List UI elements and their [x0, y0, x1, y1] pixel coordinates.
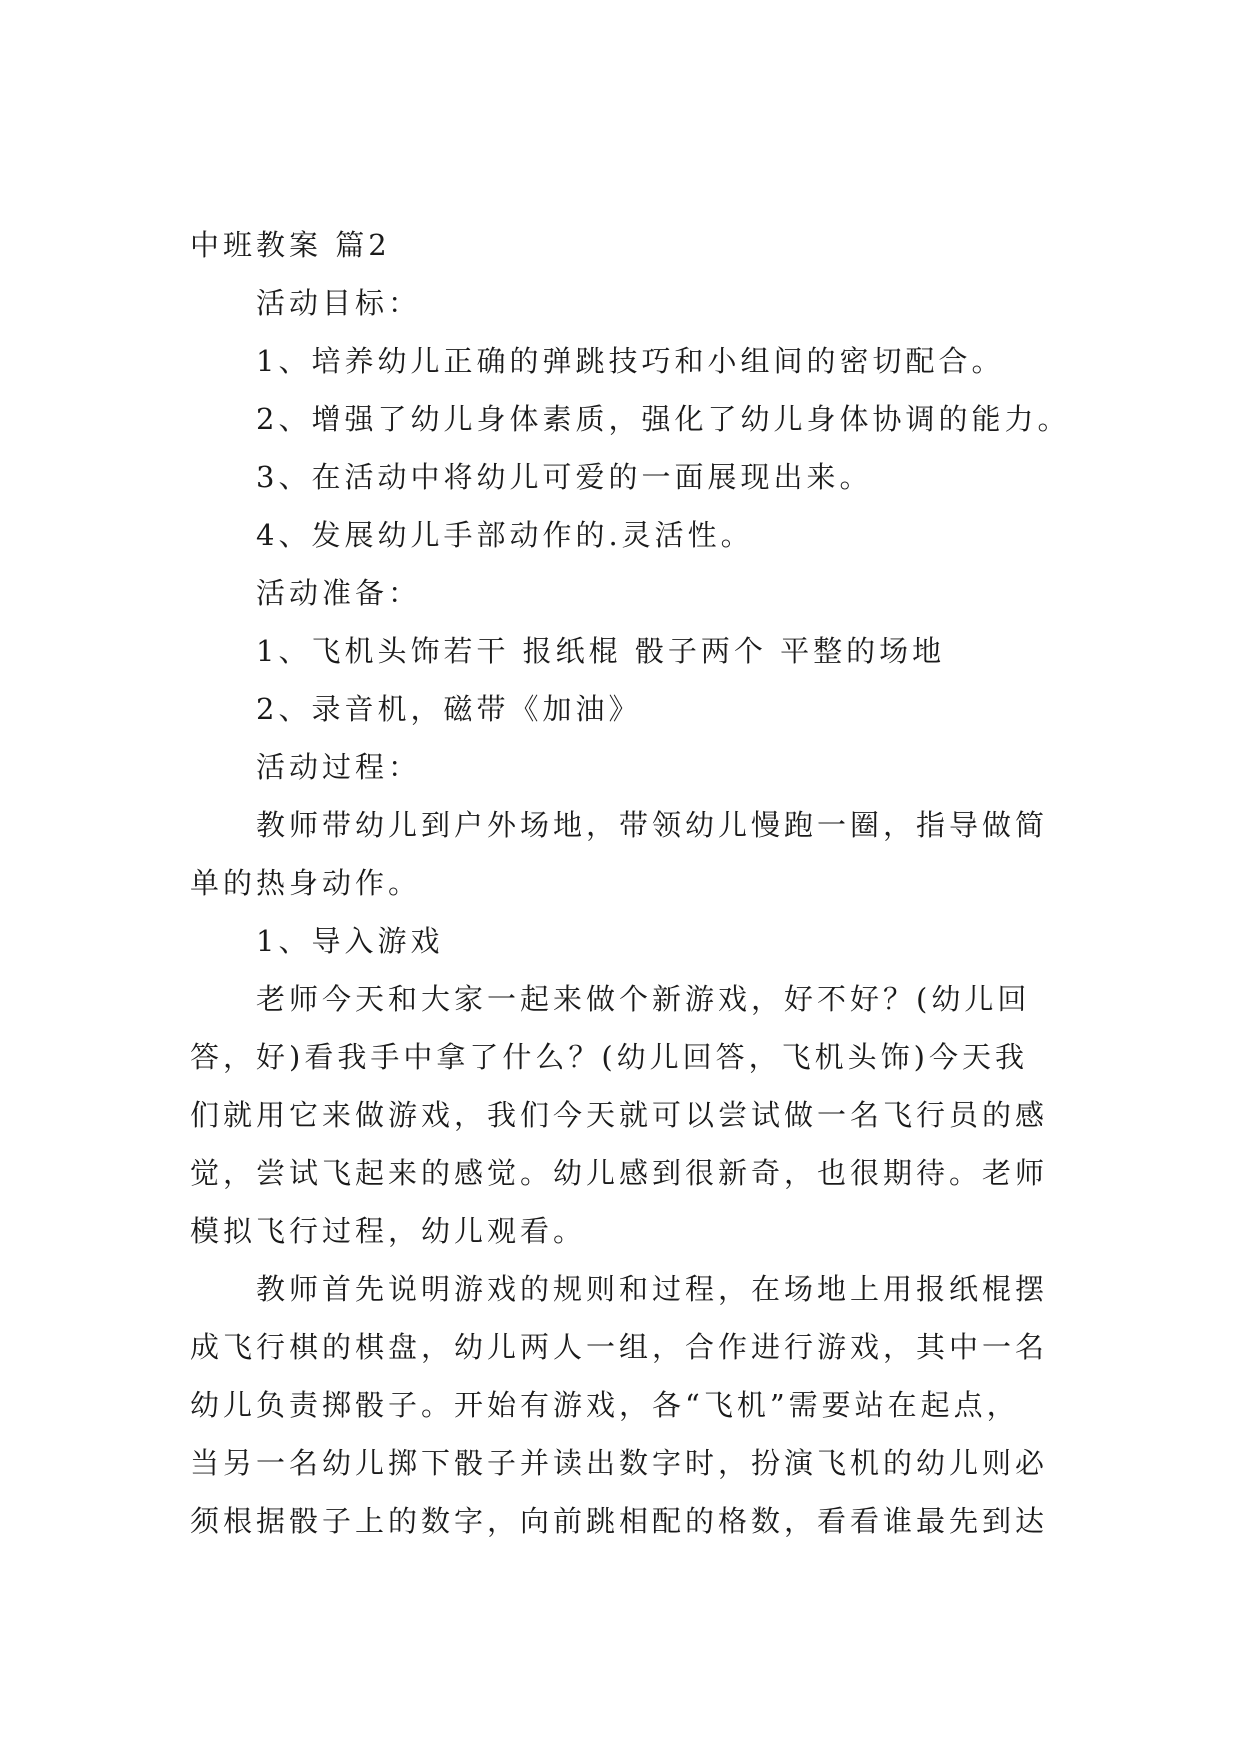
paragraph-line: 活动准备： [256, 576, 422, 610]
paragraph-line: 幼儿负责掷骰子。开始有游戏，各“飞机”需要站在起点， [190, 1388, 1020, 1422]
paragraph-line: 模拟飞行过程，幼儿观看。 [190, 1214, 587, 1248]
paragraph [190, 738, 1070, 796]
paragraph-line: 2、录音机，磁带《加油》 [256, 692, 642, 726]
paragraph-line: 教师带幼儿到户外场地，带领幼儿慢跑一圈，指导做简 [256, 808, 1049, 842]
paragraph-line: 们就用它来做游戏，我们今天就可以尝试做一名飞行员的感 [190, 1098, 1049, 1132]
paragraph [190, 332, 1070, 390]
paragraph-line: 1、导入游戏 [256, 924, 444, 958]
paragraph [190, 970, 1070, 1260]
paragraph [190, 274, 1070, 332]
paragraph [190, 680, 1070, 738]
paragraph [190, 506, 1070, 564]
paragraph [190, 448, 1070, 506]
paragraph-line: 成飞行棋的棋盘，幼儿两人一组，合作进行游戏，其中一名 [190, 1330, 1049, 1364]
paragraph-line: 须根据骰子上的数字，向前跳相配的格数，看看谁最先到达 [190, 1504, 1049, 1538]
paragraph [190, 796, 1070, 912]
paragraph [190, 390, 1070, 448]
paragraph-line: 老师今天和大家一起来做个新游戏，好不好？(幼儿回 [256, 982, 1031, 1016]
paragraph-line: 单的热身动作。 [190, 866, 422, 900]
paragraph-line: 4、发展幼儿手部动作的.灵活性。 [256, 518, 754, 552]
paragraph [190, 564, 1070, 622]
paragraph-line: 答，好)看我手中拿了什么？(幼儿回答，飞机头饰)今天我 [190, 1040, 1028, 1074]
paragraph [190, 622, 1070, 680]
paragraph [190, 912, 1070, 970]
paragraph-line: 活动过程： [256, 750, 422, 784]
paragraph-line: 当另一名幼儿掷下骰子并读出数字时，扮演飞机的幼儿则必 [190, 1446, 1049, 1480]
paragraph-line: 1、飞机头饰若干 报纸棍 骰子两个 平整的场地 [256, 634, 946, 668]
document-title: 中班教案 篇2 [190, 228, 391, 262]
paragraph-line: 1、培养幼儿正确的弹跳技巧和小组间的密切配合。 [256, 344, 1005, 378]
paragraph-list [190, 274, 1070, 1550]
paragraph [190, 1260, 1070, 1550]
paragraph-line: 3、在活动中将幼儿可爱的一面展现出来。 [256, 460, 873, 494]
paragraph-line: 活动目标： [256, 286, 422, 320]
paragraph-line: 2、增强了幼儿身体素质，强化了幼儿身体协调的能力。 [256, 402, 1071, 436]
paragraph-line: 教师首先说明游戏的规则和过程，在场地上用报纸棍摆 [256, 1272, 1049, 1306]
document-body [190, 216, 1070, 1550]
paragraph-line: 觉，尝试飞起来的感觉。幼儿感到很新奇，也很期待。老师 [190, 1156, 1049, 1190]
